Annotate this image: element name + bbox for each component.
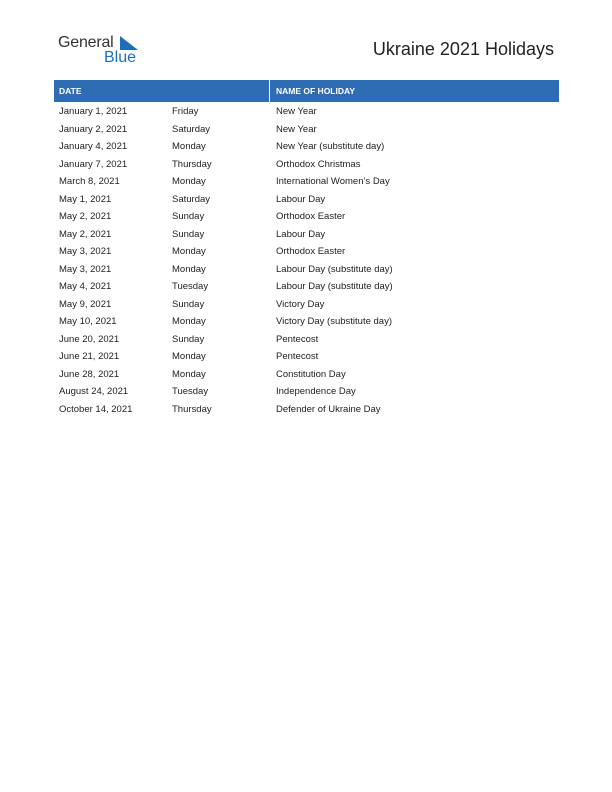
holiday-name-cell: Pentecost [276, 351, 319, 362]
date-cell: June 20, 2021 [59, 333, 120, 345]
date-cell: January 7, 2021 [59, 158, 128, 170]
logo-text-general: General [58, 34, 114, 51]
weekday-cell: Thursday [172, 403, 212, 415]
weekday-cell: Monday [172, 351, 206, 362]
holiday-name-cell: Orthodox Christmas [276, 158, 361, 170]
holiday-name-cell: Victory Day (substitute day) [276, 316, 392, 327]
weekday-cell: Sunday [172, 333, 205, 345]
date-cell: June 28, 2021 [59, 368, 120, 380]
date-cell: May 2, 2021 [59, 211, 112, 222]
table-row [54, 313, 559, 331]
table-row [54, 208, 559, 226]
table-row [54, 191, 559, 209]
table-row [54, 278, 559, 296]
holiday-name-cell: New Year [276, 123, 317, 135]
date-cell: August 24, 2021 [59, 386, 129, 397]
table-row [54, 383, 559, 401]
weekday-cell: Saturday [172, 123, 211, 135]
weekday-cell: Tuesday [172, 386, 209, 397]
holiday-name-cell: Labour Day (substitute day) [276, 281, 393, 292]
weekday-cell: Monday [172, 316, 206, 327]
table-row [54, 243, 559, 261]
date-cell: May 1, 2021 [59, 193, 112, 205]
table-body [54, 102, 559, 418]
date-cell: October 14, 2021 [59, 403, 133, 415]
table-row [54, 348, 559, 366]
weekday-cell: Friday [172, 106, 199, 117]
table-row [54, 261, 559, 279]
holiday-table [54, 80, 559, 418]
weekday-cell: Monday [172, 246, 206, 257]
holiday-name-cell: New Year [276, 106, 317, 117]
table-row [54, 121, 559, 139]
date-cell: June 21, 2021 [59, 351, 120, 362]
weekday-cell: Tuesday [172, 281, 209, 292]
table-row [54, 296, 559, 314]
weekday-cell: Sunday [172, 211, 205, 222]
logo [58, 34, 148, 68]
holiday-name-cell: International Women’s Day [276, 176, 390, 187]
weekday-cell: Monday [172, 176, 206, 187]
column-header-date: DATE [54, 80, 270, 102]
holiday-name-cell: Defender of Ukraine Day [276, 403, 381, 415]
date-cell: January 2, 2021 [59, 123, 128, 135]
date-cell: May 3, 2021 [59, 263, 112, 275]
holiday-name-cell: Labour Day [276, 228, 326, 240]
table-row [54, 156, 559, 174]
date-cell: May 9, 2021 [59, 298, 112, 310]
date-cell: January 4, 2021 [59, 141, 128, 152]
table-row [54, 401, 559, 419]
holiday-name-cell: Labour Day (substitute day) [276, 263, 393, 275]
date-cell: March 8, 2021 [59, 176, 120, 187]
weekday-cell: Monday [172, 141, 206, 152]
table-header [54, 80, 559, 102]
table-row [54, 331, 559, 349]
date-cell: May 10, 2021 [59, 316, 117, 327]
table-row [54, 173, 559, 191]
holiday-name-cell: Pentecost [276, 333, 319, 345]
holiday-name-cell: Labour Day [276, 193, 326, 205]
weekday-cell: Thursday [172, 158, 212, 170]
date-cell: January 1, 2021 [59, 106, 128, 117]
table-row [54, 226, 559, 244]
table-row [54, 138, 559, 156]
weekday-cell: Monday [172, 263, 206, 275]
weekday-cell: Monday [172, 368, 206, 380]
column-header-name: NAME OF HOLIDAY [276, 86, 356, 96]
weekday-cell: Sunday [172, 228, 205, 240]
date-cell: May 2, 2021 [59, 228, 112, 240]
table-row [54, 103, 559, 121]
date-cell: May 3, 2021 [59, 246, 112, 257]
holiday-name-cell: Orthodox Easter [276, 246, 346, 257]
holiday-name-cell: Independence Day [276, 386, 356, 397]
table-row [54, 366, 559, 384]
holiday-name-cell: Victory Day [276, 298, 325, 310]
logo-text-blue: Blue [104, 49, 137, 66]
page-title: Ukraine 2021 Holidays [372, 39, 554, 59]
weekday-cell: Sunday [172, 298, 205, 310]
date-cell: May 4, 2021 [59, 281, 112, 292]
holiday-name-cell: New Year (substitute day) [276, 141, 385, 152]
holiday-name-cell: Constitution Day [276, 368, 346, 380]
weekday-cell: Saturday [172, 193, 211, 205]
holiday-name-cell: Orthodox Easter [276, 211, 346, 222]
